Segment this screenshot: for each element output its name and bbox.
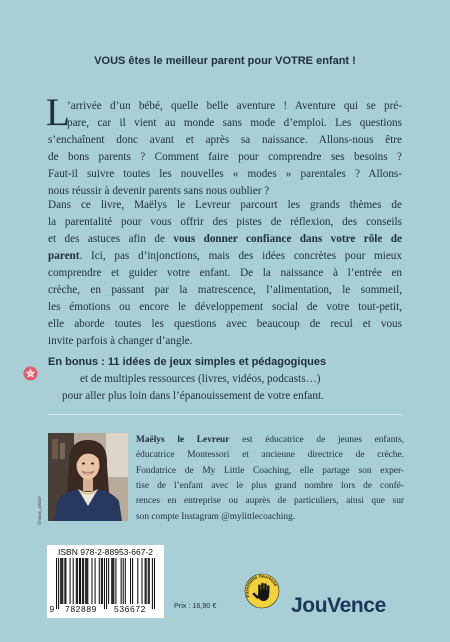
author-name: Maëlys le Levreur: [136, 435, 230, 445]
barcode-bar: [130, 558, 131, 604]
barcode-bar: [148, 558, 149, 604]
barcode-bar: [76, 558, 77, 604]
intro-line: Faut-il suivre toutes les nouvelles « modes » parentales ? Allons-: [48, 168, 402, 180]
barcode-bar: [82, 558, 83, 604]
isbn-barcode: [47, 545, 164, 618]
barcode-bar: [73, 558, 74, 604]
description-line: [48, 248, 402, 265]
description-line: [48, 214, 402, 231]
barcode-bar: [80, 558, 81, 604]
barcode-bar: [125, 558, 126, 604]
cover-heading: VOUS êtes le meilleur parent pour VOTRE enfant !: [94, 55, 356, 67]
author-bio-line: son compte Instagram @mylittlecoaching.: [136, 511, 296, 522]
barcode-bar: [123, 558, 124, 604]
description-emphasis: parent: [48, 250, 80, 262]
author-bio-line: [136, 433, 404, 448]
barcode-bar: [152, 558, 153, 609]
barcode-bar: [70, 558, 71, 604]
description-text: comprendre et guider votre enfant. De la naissance à l’entrée en: [48, 267, 402, 279]
barcode-bar: [145, 558, 146, 604]
description-text: les émotions ou encore le développement social de votre tout-petit,: [48, 301, 402, 313]
description-emphasis: vous donner confiance dans votre rôle de: [173, 233, 402, 245]
description-line: [48, 333, 402, 350]
barcode-bar: [79, 558, 80, 604]
barcode-bar: [61, 558, 62, 604]
author-bio-line: Fondatrice de My Little Coaching, elle partage son exper-: [136, 465, 404, 476]
author-bio-line: rences en entreprise ou auprès de particuliers, ainsi que sur: [136, 496, 404, 507]
barcode-bar: [101, 558, 102, 604]
intro-line: nous réussir à devenir parents sans nous oublier ?: [48, 185, 270, 197]
intro-line: s’enchaînent donc avant et après sa naissance. Allons-nous être: [48, 134, 402, 146]
barcode-bar: [86, 558, 87, 604]
author-bio-line: tise de l’enfant avec le plus grand nombre lors de confé-: [136, 480, 404, 491]
barcode-bar: [132, 558, 133, 604]
description-text: crèche, en passant par la matrescence, l’alimentation, le sommeil,: [48, 284, 402, 296]
barcode-bar: [95, 558, 96, 604]
barcode-bar: [112, 558, 113, 604]
barcode-bar: [115, 558, 116, 604]
barcode-bar: [87, 558, 88, 604]
description-text: Dans ce livre, Maëlys le Levreur parcourt les grands thèmes de: [48, 199, 402, 211]
barcode-bar: [113, 558, 114, 604]
barcode-bar: [60, 558, 61, 604]
barcode-bar: [102, 558, 103, 604]
barcode-bar: [149, 558, 150, 604]
star-badge-icon: [23, 366, 38, 381]
author-photo: [48, 433, 128, 521]
description-text: invite parfois à changer d’angle.: [48, 335, 193, 347]
drop-cap: L: [46, 91, 70, 134]
barcode-bar: [77, 558, 78, 604]
author-bio-text: est éducatrice de jeunes enfants,: [229, 435, 404, 445]
handprint-icon: [244, 573, 280, 609]
bonus-title: En bonus : 11 idées de jeux simples et pédagogiques: [48, 356, 327, 368]
section-divider: [48, 414, 402, 415]
barcode-digit-group: 782889: [65, 604, 97, 614]
barcode-bar: [106, 558, 107, 609]
intro-line: ’arrivée d’un bébé, quelle belle aventure ! Aventure qui se pré-: [67, 100, 402, 112]
barcode-bar: [121, 558, 122, 604]
price-label: Prix : 16,90 €: [174, 601, 217, 610]
barcode-bar: [58, 558, 59, 609]
description-text: . Ici, pas d’injonctions, mais des idées concrètes pour mieux: [79, 250, 402, 262]
seal-text: Parentalité heureuse: [244, 573, 279, 599]
description-line: [48, 299, 402, 316]
barcode-bar: [83, 558, 84, 604]
barcode-lead-digit: 9: [49, 604, 55, 614]
barcode-bar: [65, 558, 66, 604]
intro-line: de bons parents ? Comment faire pour comprendre ses besoins ?: [48, 151, 402, 163]
barcode-bar: [111, 558, 112, 604]
barcode-bars: [56, 558, 155, 609]
isbn-number: ISBN 978-2-88953-667-2: [58, 547, 153, 557]
author-bio-line: éducatrice Montessori et ancienne directrice de crèche.: [136, 450, 404, 461]
description-line: [48, 316, 402, 333]
barcode-bar: [85, 558, 86, 604]
publisher-logo: JouVence: [291, 594, 386, 617]
barcode-digit-group: 536672: [114, 604, 146, 614]
barcode-bar: [154, 558, 155, 609]
description-text: et des astuces afin de: [48, 233, 174, 245]
description-line: [48, 282, 402, 299]
description-line: [48, 231, 402, 248]
intro-line: pare, car il vient au monde sans mode d’emploi. Les questions: [67, 117, 402, 129]
barcode-bar: [108, 558, 109, 604]
barcode-bar: [141, 558, 142, 604]
barcode-bar: [99, 558, 100, 604]
barcode-bar: [137, 558, 138, 604]
barcode-bar: [146, 558, 147, 604]
barcode-bar: [62, 558, 63, 604]
barcode-bar: [91, 558, 92, 604]
description-line: [48, 197, 402, 214]
bonus-line: pour aller plus loin dans l’épanouissement de votre enfant.: [62, 390, 324, 402]
bonus-line: et de multiples ressources (livres, vidéos, podcasts…): [80, 373, 321, 385]
photo-credit: ©nana_artiste: [37, 496, 42, 525]
barcode-bar: [64, 558, 65, 604]
description-text: elle aborde toutes les questions avec beaucoup de recul et vous: [48, 318, 402, 330]
description-text: la parentalité pour vous offrir des pistes de réflexion, des conseils: [48, 216, 402, 228]
barcode-bar: [56, 558, 57, 609]
barcode-bar: [104, 558, 105, 609]
description-line: [48, 265, 402, 282]
